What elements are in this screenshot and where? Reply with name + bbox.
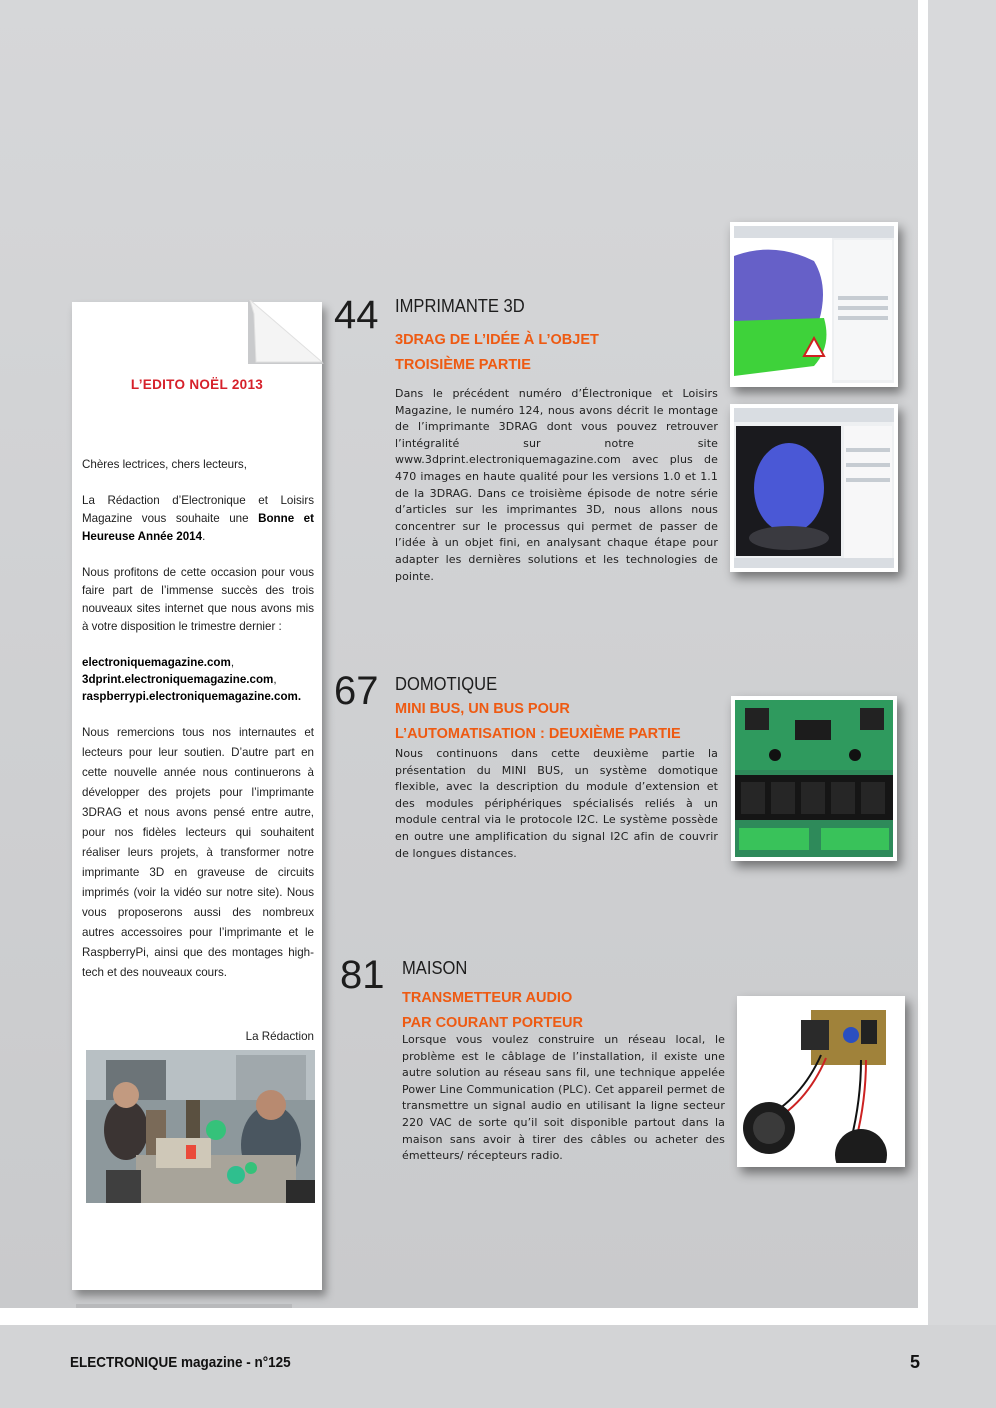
edito-body — [82, 456, 314, 983]
article-title-81-line2[interactable]: PAR COURANT PORTEUR — [402, 1015, 583, 1031]
article-title-67-line1[interactable]: MINI BUS, UN BUS POUR — [395, 701, 570, 717]
card-shadow-line — [76, 1304, 292, 1308]
edito-title: L’EDITO NOËL 2013 — [130, 377, 264, 392]
article-number-44: 44 — [334, 293, 379, 337]
article-category-44: IMPRIMANTE 3D — [395, 296, 525, 316]
site-link-3dprint[interactable]: 3dprint.electroniquemagazine.com — [82, 673, 274, 686]
page-edge-bottom — [0, 1308, 928, 1325]
edito-greeting: Chères lectrices, chers lecteurs, — [82, 458, 247, 471]
screenshot-3d-software-top — [730, 222, 898, 387]
edito-signature: La Rédaction — [245, 1030, 314, 1043]
edito-success: Nous profitons de cette occasion pour vous faire part de l’immense succès des trois nouveaux sites internet que nous avons mis à votre disposition le trimestre dernier : — [82, 566, 314, 633]
edito-card — [72, 302, 322, 1290]
article-text-67: Nous continuons dans cette deuxième partie la présentation du MINI BUS, un système domotique flexible, avec la description du module d’extension et des modules périphériques spécialisés reliés à un module central via le protocole I2C. Le système possède en outre une amplification du signal I2C afin de couvrir de longues distances. — [395, 747, 718, 860]
edito-wish-suffix: . — [202, 530, 206, 543]
screenshot-3d-software-bottom — [730, 404, 898, 572]
article-title-44-line2[interactable]: TROISIÈME PARTIE — [395, 357, 531, 373]
site-link-main[interactable]: electroniquemagazine.com — [82, 656, 231, 669]
edito-sites — [82, 654, 314, 705]
article-number-81: 81 — [340, 953, 385, 997]
footer-page-number: 5 — [910, 1352, 921, 1372]
article-title-81-line1[interactable]: TRANSMETTEUR AUDIO — [402, 990, 573, 1006]
edito-wish-bold: Bonne et Heureuse Année 2014 — [82, 512, 314, 543]
site-separator: , — [273, 673, 277, 686]
article-text-44: Dans le précédent numéro d’Électronique et Loisirs Magazine, le numéro 124, nous avons décrit le montage de l’imprimante 3DRAG dont vous pouvez retrouver l’intégralité sur notre site www.3dprint.electroniquemagazine.com avec plus de 470 images en haute qualité pour les versions 1.0 et 1.1 de la 3DRAG. Dans ce troisième épisode de notre série d’articles sur les imprimantes 3D, nous allons nous concentrer sur le processus qui permet de passer de l’idée à un objet fini, en analysant chaque étape pour adapter les dernières solutions et les technologies de pointe. — [395, 387, 718, 583]
edito-wish-prefix: La Rédaction d’Electronique et Loisirs Magazine vous souhaite une — [82, 494, 314, 525]
article-title-44-line1[interactable]: 3DRAG DE L’IDÉE À L’OBJET — [395, 332, 599, 348]
article-category-81: MAISON — [402, 958, 468, 978]
article-title-67-line2[interactable]: L’AUTOMATISATION : DEUXIÈME PARTIE — [395, 726, 681, 742]
edito-thanks: Nous remercions tous nos internautes et lecteurs pour leur soutien. D’autre part en cette nouvelle année nous continuerons à développer des projets pour l’imprimante 3DRAG et nous avons pensé entre autre, pour nos fidèles lecteurs qui souhaitent réaliser leurs projets, à transformer notre imprimante 3D en graveuse de circuits imprimés (voir la vidéo sur notre site). Nous vous proposerons aussi des nombreux autres accessoires pour l’imprimante et le RaspberryPi, ainsi que des montages high-tech et des nouveaux cours. — [82, 726, 314, 979]
article-category-67: DOMOTIQUE — [395, 674, 498, 694]
photo-minibus-board — [731, 696, 897, 861]
article-number-67: 67 — [334, 669, 379, 713]
photo-plc-audio-transmitter — [737, 996, 905, 1167]
footer-magazine-title: ELECTRONIQUE magazine - n°125 — [70, 1354, 291, 1371]
site-separator: , — [230, 656, 235, 669]
page-fold-corner — [248, 300, 324, 364]
edito-wish — [82, 492, 314, 546]
site-link-raspberrypi[interactable]: raspberrypi.electroniquemagazine.com. — [82, 690, 302, 703]
edito-photo — [86, 1050, 315, 1203]
article-text-81: Lorsque vous voulez construire un réseau local, le problème est le câblage de l’installation, il existe une autre solution au réseau sans fil, une technique appelée Power Line Communication (PLC). Cet appareil permet de transmettre un signal audio en utilisant la ligne secteur 220 VAC de sorte qu’il soit disponible partout dans la maison sans avoir à tirer des câbles ou acheter des émetteurs/ récepteurs radio. — [402, 1033, 725, 1163]
page-edge — [918, 0, 928, 1325]
